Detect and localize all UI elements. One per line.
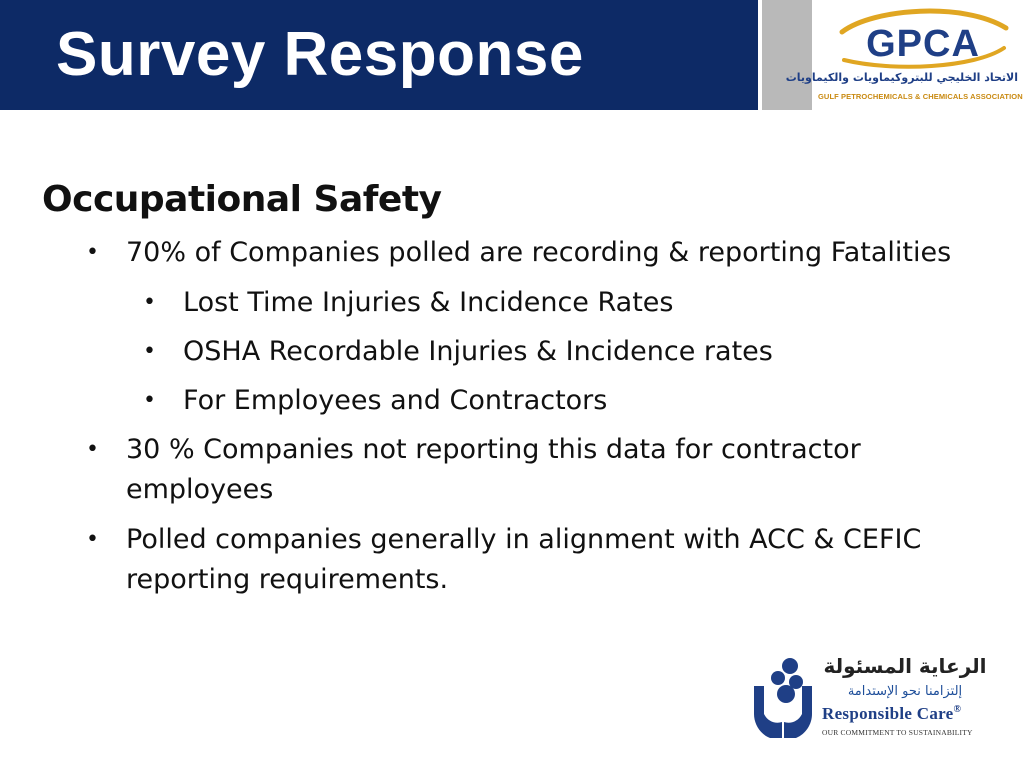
registered-mark: ®	[953, 704, 962, 715]
rc-arabic-subtitle: إلتزامنا نحو الإستدامة	[847, 684, 963, 699]
gpca-wordmark-logo	[834, 6, 1012, 72]
sub-bullet-item: • OSHA Recordable Injuries & Incidence rates	[42, 332, 992, 372]
sub-bullet-item: • For Employees and Contractors	[42, 381, 992, 421]
sub-bullet-item: • Lost Time Injuries & Incidence Rates	[42, 283, 992, 323]
bullet-list	[42, 233, 992, 600]
gpca-english-name: GULF PETROCHEMICALS & CHEMICALS ASSOCIATION	[818, 92, 1023, 101]
rc-tagline: OUR COMMITMENT TO SUSTAINABILITY	[822, 728, 973, 737]
bullet-item: • 30 % Companies not reporting this data for contractor employees	[42, 430, 992, 510]
bullet-item: • 70% of Companies polled are recording & reporting Fatalities	[42, 233, 992, 273]
slide-title: Survey Response	[56, 20, 584, 89]
section-heading: Occupational Safety	[42, 179, 442, 220]
slide-content	[42, 178, 992, 610]
rc-name-text: Responsible Care	[822, 704, 954, 723]
gpca-logo	[785, 0, 1024, 110]
gpca-letters: GPCA	[866, 23, 980, 65]
rc-english-name	[822, 704, 961, 724]
gpca-arabic-name: الاتحاد الخليجي للبتروكيماويات والكيماويات	[785, 71, 1018, 84]
header-accent-bar	[758, 0, 812, 110]
responsible-care-emblem-icon	[750, 656, 816, 740]
rc-arabic-title: الرعاية المسئولة	[823, 654, 987, 678]
bullet-item: • Polled companies generally in alignment with ACC & CEFIC reporting requirements.	[42, 520, 992, 600]
responsible-care-logo	[750, 652, 990, 742]
